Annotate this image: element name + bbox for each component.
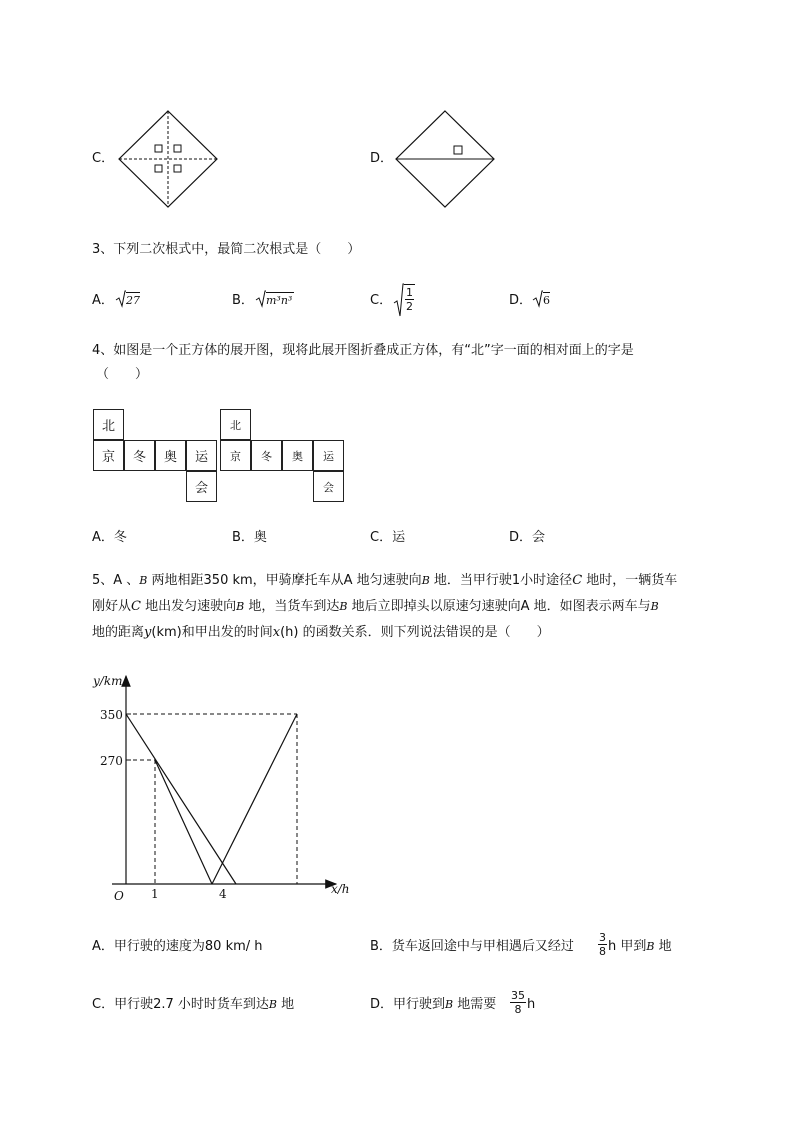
q4-stem-line1: 4、如图是一个正方体的展开图，现将此展开图折叠成正方体，有“北”字一面的相对面上的字是 (92, 343, 634, 358)
point-c: C (572, 573, 583, 588)
q5-text: h 甲到 (608, 939, 647, 954)
q4-option-d: D．会 (509, 530, 546, 545)
q5-text: 两地相距350 km，甲骑摩托车从A 地匀速驶向 (147, 573, 422, 588)
variable-x: x (272, 625, 281, 640)
line-truck-return (212, 714, 297, 884)
point-c: C (131, 599, 141, 614)
q3-option-c-denominator: 2 (406, 300, 413, 313)
q5-option-d (370, 998, 496, 1011)
net-cell: 运 (313, 440, 344, 471)
numerator: 35 (511, 989, 525, 1002)
q5-text: 地 (276, 997, 295, 1012)
x-tick-4: 4 (219, 887, 227, 901)
q5-option-c (92, 998, 294, 1011)
line-jia (126, 714, 236, 884)
y-axis-label: y/km (93, 674, 123, 688)
net-cell: 会 (186, 471, 217, 502)
q5-text: 地出发匀速驶向 (140, 599, 237, 614)
q4-option-c: C．运 (370, 530, 406, 545)
q5-text: 刚好从 (92, 599, 132, 614)
q3-option-a-label: A． (92, 293, 114, 308)
line-truck-out (155, 760, 212, 884)
variable-y: y (144, 625, 152, 640)
net-cell: 北 (220, 409, 251, 440)
y-tick-270: 270 (100, 754, 123, 768)
point-b: B (236, 600, 245, 613)
origin-label: O (114, 889, 124, 903)
net-cell: 冬 (124, 440, 155, 471)
q5-option-d-fraction (510, 990, 526, 1015)
q5-text: D．甲行驶到 (370, 997, 446, 1012)
q5-text: 地的距离 (92, 625, 145, 640)
numerator: 3 (599, 931, 606, 944)
q5-text: 地，当货车到达 (244, 599, 340, 614)
q2-option-c-label: C． (92, 151, 115, 166)
q4-stem-line2: （ ） (96, 367, 149, 382)
net-cell: 京 (220, 440, 251, 471)
point-b: B (268, 998, 277, 1011)
net-cell: 运 (186, 440, 217, 471)
denominator: 8 (514, 1003, 522, 1016)
point-b: B (650, 600, 659, 613)
q3-option-c-label: C． (370, 293, 393, 308)
net-cell: 奥 (155, 440, 186, 471)
q5-text: (h) 的函数关系．则下列说法错误的是（ ） (280, 625, 550, 640)
net-cell: 冬 (251, 440, 282, 471)
q3-option-c-numerator: 1 (406, 286, 413, 299)
q4-option-b: B．奥 (232, 530, 267, 545)
q5-option-b (370, 940, 574, 953)
q3-option-d-radicand: 6 (543, 294, 550, 307)
q5-text: 地 (654, 939, 672, 954)
q5-text: C．甲行驶2.7 小时时货车到达 (92, 997, 269, 1012)
point-b: B (139, 574, 148, 587)
y-tick-350: 350 (100, 708, 123, 722)
q5-option-b-tail (608, 940, 672, 953)
q2-option-d-label: D． (370, 151, 394, 166)
x-tick-1: 1 (151, 887, 159, 901)
q3-option-d-label: D． (509, 293, 533, 308)
net-cell: 会 (313, 471, 344, 502)
q5-text: 地时，一辆货车 (582, 573, 678, 588)
q3-option-a-radicand: 27 (126, 294, 140, 307)
net-cell: 京 (93, 440, 124, 471)
denominator: 8 (599, 945, 606, 958)
point-b: B (445, 998, 454, 1011)
q3-stem: 3、下列二次根式中，最简二次根式是（ ） (92, 242, 361, 257)
q5-text: 地后立即掉头以原速匀速驶向A 地．如图表示两车与 (347, 599, 651, 614)
q3-option-b-label: B． (232, 293, 254, 308)
q5-option-b-text: B．货车返回途中与甲相遇后又经过 (370, 939, 574, 954)
point-b: B (421, 574, 430, 587)
q5-text: (km)和甲出发的时间 (151, 625, 273, 640)
q5-text: 地需要 (453, 997, 497, 1012)
q5-option-b-fraction (598, 932, 607, 957)
point-b: B (646, 940, 655, 953)
point-b: B (339, 600, 348, 613)
q3-option-b-radicand: m³n³ (266, 294, 293, 307)
net-cell: 北 (93, 409, 124, 440)
q5-text: 地．当甲行驶1小时途径 (429, 573, 573, 588)
q5-option-d-unit: h (527, 997, 536, 1012)
x-axis-label: x/h (331, 882, 350, 896)
q5-option-a: A．甲行驶的速度为80 km/ h (92, 939, 263, 954)
net-cell: 奥 (282, 440, 313, 471)
q4-option-a: A．冬 (92, 530, 127, 545)
q5-text: 5、A 、 (92, 573, 140, 588)
